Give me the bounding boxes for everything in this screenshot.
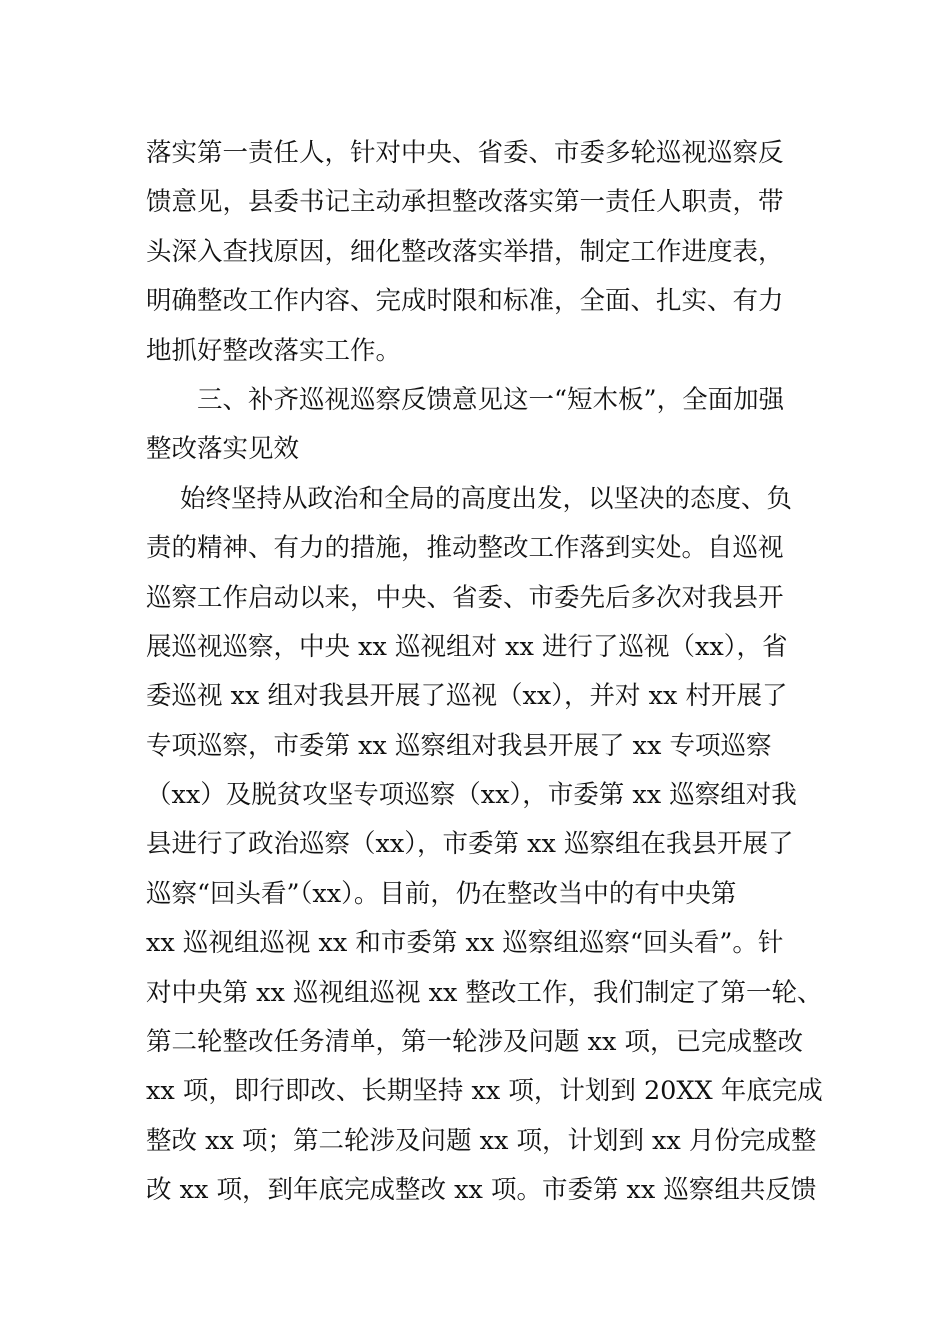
text-line: xx 巡视组巡视 xx 和市委第 xx 巡察组巡察“回头看”。针 bbox=[146, 928, 784, 959]
section-heading-line: 整改落实见效 bbox=[146, 434, 300, 465]
text-line: 地抓好整改落实工作。 bbox=[146, 335, 402, 366]
text-line: xx 项，即行即改、长期坚持 xx 项，计划到 20XX 年底完成 bbox=[146, 1076, 823, 1107]
text-line: 头深入查找原因，细化整改落实举措，制定工作进度表， bbox=[146, 236, 784, 267]
text-line: （xx）及脱贫攻坚专项巡察（xx），市委第 xx 巡察组对我 bbox=[146, 780, 797, 811]
text-line: 落实第一责任人，针对中央、省委、市委多轮巡视巡察反 bbox=[146, 138, 784, 168]
text-line: 责的精神、有力的措施，推动整改工作落到实处。自巡视 bbox=[146, 533, 784, 564]
text-line: 委巡视 xx 组对我县开展了巡视（xx），并对 xx 村开展了 bbox=[146, 681, 788, 712]
text-line: 改 xx 项，到年底完成整改 xx 项。市委第 xx 巡察组共反馈 bbox=[146, 1175, 817, 1206]
text-line: 专项巡察，市委第 xx 巡察组对我县开展了 xx 专项巡察 bbox=[146, 730, 772, 761]
text-line: 巡察“回头看”（xx）。目前，仍在整改当中的有中央第 bbox=[146, 878, 737, 909]
document-body bbox=[146, 129, 823, 1216]
text-line: 县进行了政治巡察（xx），市委第 xx 巡察组在我县开展了 bbox=[146, 829, 794, 860]
text-line: 巡察工作启动以来，中央、省委、市委先后多次对我县开 bbox=[146, 582, 784, 613]
section-heading-line: 三、补齐巡视巡察反馈意见这一“短木板”，全面加强 bbox=[197, 384, 785, 415]
text-line: 对中央第 xx 巡视组巡视 xx 整改工作，我们制定了第一轮、 bbox=[146, 977, 823, 1008]
text-line: 展巡视巡察，中央 xx 巡视组对 xx 进行了巡视（xx），省 bbox=[146, 631, 788, 662]
text-line: 整改 xx 项；第二轮涉及问题 xx 项，计划到 xx 月份完成整 bbox=[146, 1125, 817, 1156]
text-line: 第二轮整改任务清单，第一轮涉及问题 xx 项，已完成整改 bbox=[146, 1027, 803, 1058]
text-line: 始终坚持从政治和全局的高度出发，以坚决的态度、负 bbox=[180, 483, 793, 514]
text-line: 明确整改工作内容、完成时限和标准，全面、扎实、有力 bbox=[146, 286, 784, 317]
text-line: 馈意见，县委书记主动承担整改落实第一责任人职责，带 bbox=[146, 187, 784, 218]
